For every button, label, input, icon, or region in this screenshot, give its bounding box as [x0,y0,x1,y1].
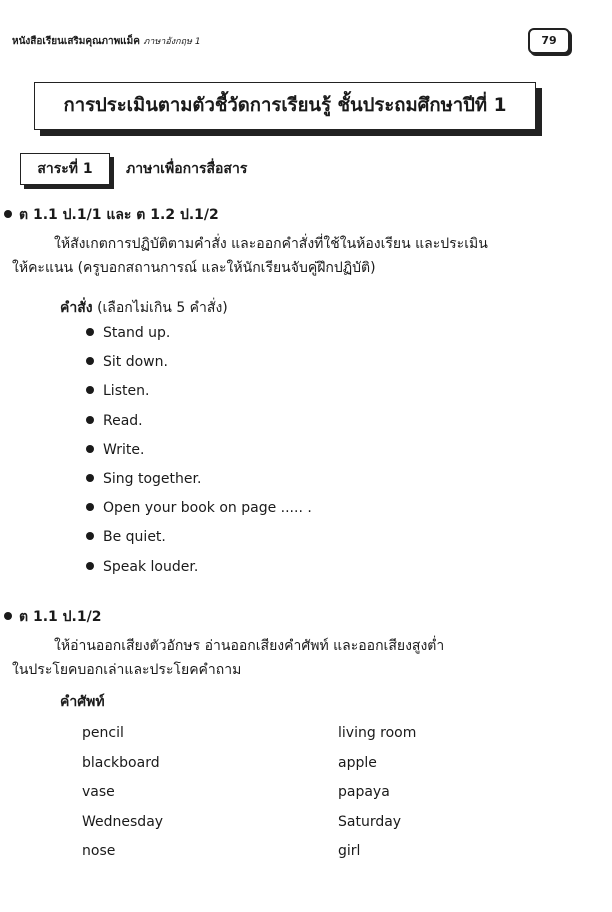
vocab-heading: คำศัพท์ [60,694,105,710]
command-text: Sit down. [103,354,168,371]
vocab-row [82,778,502,808]
vocab-word: Wednesday [82,813,164,830]
list-item [86,494,312,523]
list-item [86,377,312,406]
instruction-paragraph-2 [12,634,572,682]
book-title-part2: คุณภาพแม็ค [85,36,140,47]
book-subtitle: ภาษาอังกฤษ 1 [143,37,201,47]
list-item [86,348,312,377]
list-item [86,407,312,436]
vocab-word: blackboard [82,754,160,771]
commands-heading [60,297,228,319]
vocab-word: Saturday [338,813,402,830]
command-text: Sing together. [103,470,202,487]
vocab-word: girl [338,843,361,859]
bullet-icon [4,612,12,620]
bullet-icon [86,445,94,453]
vocab-word: nose [82,843,116,859]
command-text: Stand up. [103,325,171,341]
page-header [12,28,600,54]
list-item [86,436,312,465]
command-text: Be quiet. [103,529,166,546]
commands-list [86,319,312,582]
vocab-word: vase [82,784,115,800]
list-item [86,553,312,582]
indicator-text-1: ต 1.1 ป.1/1 และ ต 1.2 ป.1/2 [19,207,219,223]
instruction-line: ให้สังเกตการปฏิบัติตามคำสั่ง และออกคำสั่งที่ใช้ในห้องเรียน และประเมิน [54,236,488,252]
instruction-line: ให้อ่านออกเสียงตัวอักษร อ่านออกเสียงคำศัพท์ และออกเสียงสูงต่ำ [54,638,445,654]
vocab-word: living room [338,725,417,741]
book-title [12,34,201,49]
list-item [86,523,312,552]
instruction-line: ให้คะแนน (ครูบอกสถานการณ์ และให้นักเรียนจับคู่ฝึกปฏิบัติ) [12,260,376,276]
strand-label: สาระที่ 1 [20,153,110,185]
vocab-row [82,837,502,867]
indicator-text-2: ต 1.1 ป.1/2 [19,609,102,625]
bullet-icon [86,474,94,482]
commands-label: คำสั่ง [60,300,93,316]
list-item [86,465,312,494]
bullet-icon [86,357,94,365]
strand-name: ภาษาเพื่อการสื่อสาร [126,161,248,177]
vocab-word: pencil [82,725,124,741]
command-text: Write. [103,441,145,458]
command-text: Listen. [103,383,150,400]
vocab-list [82,719,502,867]
vocab-row [82,749,502,779]
vocab-row [82,719,502,749]
bullet-icon [86,532,94,540]
bullet-icon [4,210,12,218]
indicator-heading-1 [4,204,219,226]
bullet-icon [86,503,94,511]
bullet-icon [86,386,94,394]
bullet-icon [86,562,94,570]
commands-note: (เลือกไม่เกิน 5 คำสั่ง) [97,300,228,316]
vocab-word: apple [338,754,377,771]
vocab-row [82,808,502,838]
list-item [86,319,312,348]
command-text: Speak louder. [103,558,199,575]
page-title: การประเมินตามตัวชี้วัดการเรียนรู้ ชั้นประถมศึกษาปีที่ 1 [34,82,536,130]
instruction-paragraph-1 [12,232,572,280]
book-title-part1: หนังสือเรียนเสริม [12,36,86,47]
command-text: Open your book on page ..... . [103,500,312,517]
command-text: Read. [103,412,143,429]
vocab-word: papaya [338,784,390,800]
page-number: 79 [528,28,570,54]
instruction-line: ในประโยคบอกเล่าและประโยคคำถาม [12,662,242,678]
bullet-icon [86,328,94,336]
indicator-heading-2 [4,606,101,628]
bullet-icon [86,416,94,424]
